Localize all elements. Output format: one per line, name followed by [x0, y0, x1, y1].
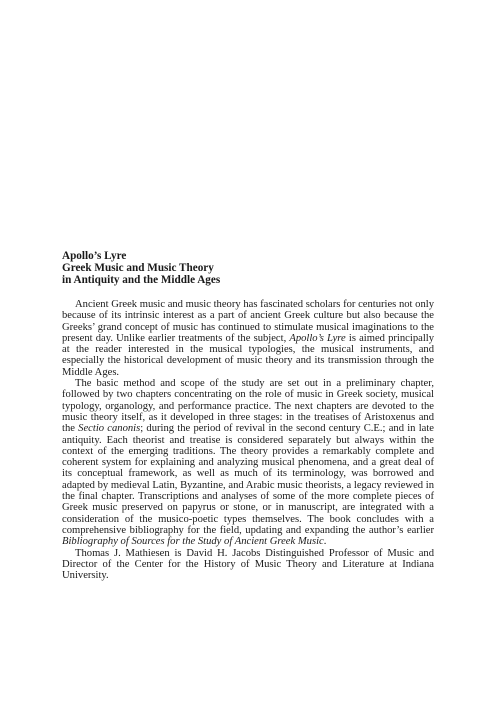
book-subtitle-line-2: in Antiquity and the Middle Ages [62, 274, 221, 286]
paragraph-method-scope [62, 378, 434, 547]
paragraph-method-part-b: ; during the period of revival in the second century C.E.; and in late antiquity. Each theorist and treatise is considered separately but always within the context of the emerging traditions. The theory provides a remarkably complete and coherent system for explaining and analyzing musical phenomena, and a great deal of its conceptual framework, as well as much of its terminology, was borrowed and adapted by medieval Latin, Byzantine, and Arabic music theorists, a legacy reviewed in the final chapter. Transcriptions and analyses of some of the more complete pieces of Greek music preserved on papyrus or stone, or in manuscript, are integrated with a consideration of the musico-poetic types themselves. The book concludes with a comprehensive bibliography for the field, updating and expanding the author’s earlier [62, 423, 434, 536]
paragraph-method-part-a: The basic method and scope of the study are set out in a preliminary chapter, followed by two chapters concentrating on the role of music in Greek society, musical typology, organology, and performance practice. The next chapters are devoted to the music theory itself, as it developed in three stages: in the treatises of Aristoxenus and the [62, 378, 434, 435]
book-title: Apollo’s Lyre [62, 250, 127, 262]
book-subtitle-line-1: Greek Music and Music Theory [62, 262, 214, 274]
paragraph-intro [62, 299, 434, 378]
book-title-block [62, 250, 434, 286]
paragraph-author-bio-text: Thomas J. Mathiesen is David H. Jacobs Distinguished Professor of Music and Director of the Center for the History of Music Theory and Literature at Indiana University. [62, 547, 434, 582]
bibliography-title-italic: Bibliography of Sources for the Study of Ancient Greek Music [62, 536, 324, 548]
blurb-text-block [62, 250, 434, 581]
paragraph-intro-part-a: Ancient Greek music and music theory has fascinated scholars for centuries not only because of its intrinsic interest as a part of ancient Greek culture but also because the Greeks’ grand concept of music has continued to stimulate musical imaginations to the present day. Unlike earlier treatments of the subject, [62, 299, 434, 344]
sectio-canonis-italic: Sectio canonis [78, 423, 141, 435]
paragraph-intro-part-b: is aimed principally at the reader interested in the musical typologies, the musical instruments, and especially the historical development of music theory and its transmission through the Middle Ages. [62, 332, 434, 378]
paragraph-author-bio [62, 548, 434, 582]
paragraph-method-part-c: . [323, 536, 327, 548]
book-title-italic: Apollo’s Lyre [289, 332, 346, 344]
